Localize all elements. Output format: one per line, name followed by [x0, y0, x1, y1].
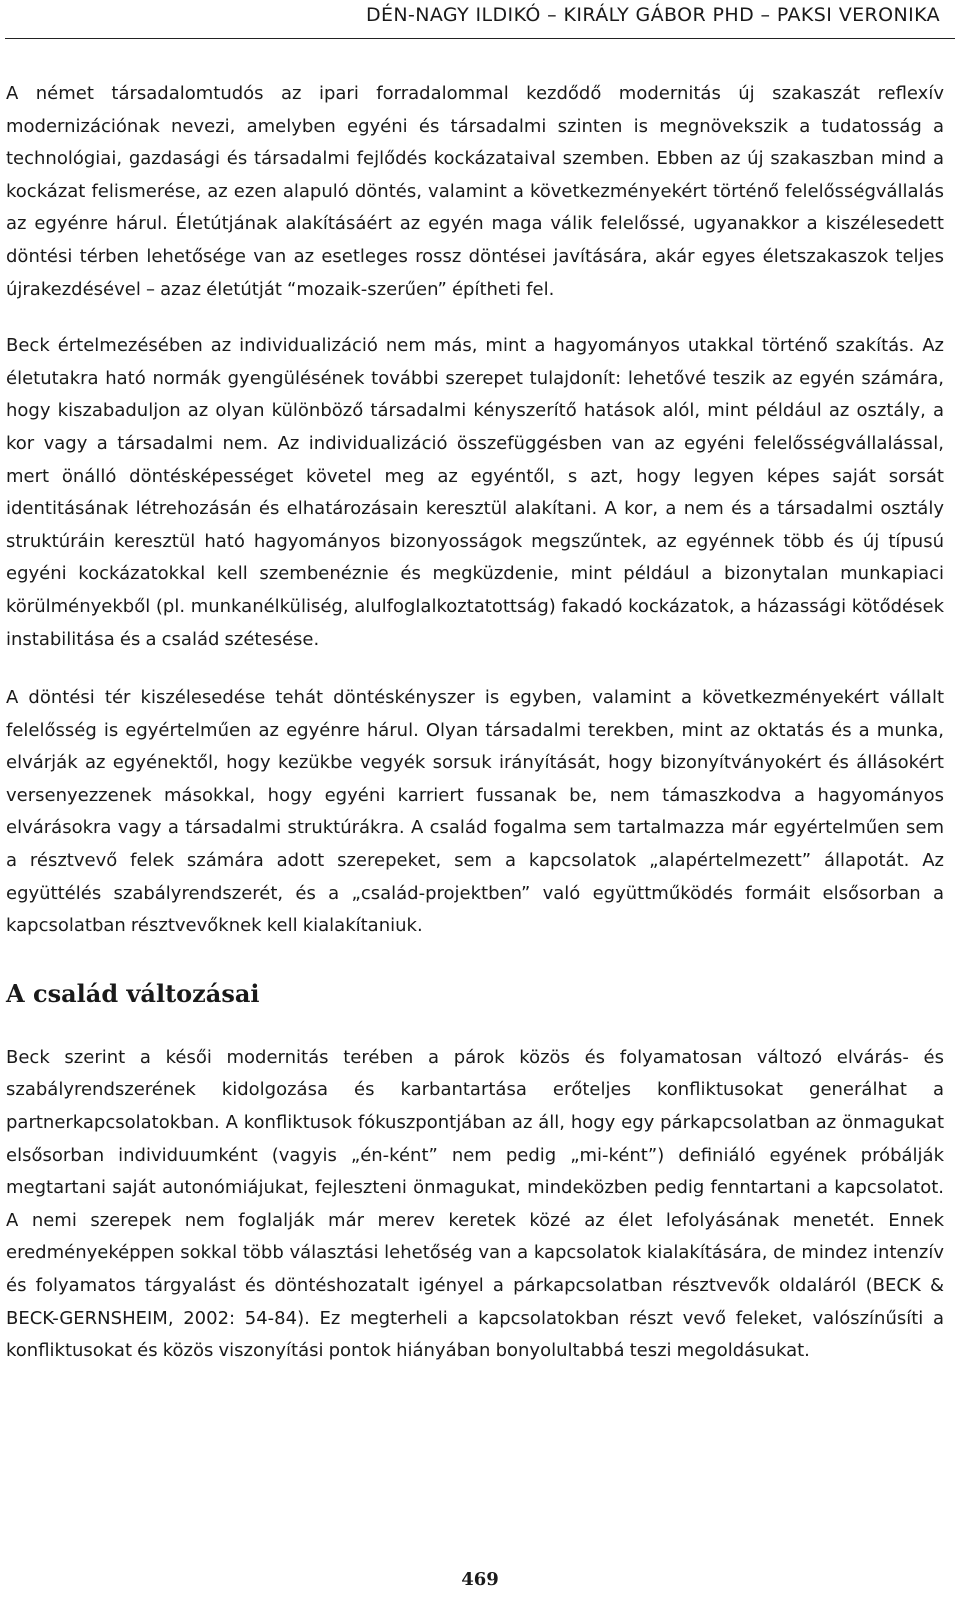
running-head: DÉN-NAGY ILDIKÓ – KIRÁLY GÁBOR PHD – PAKSI VERONIKA	[365, 4, 940, 26]
body-text	[6, 78, 944, 1368]
paragraph-4: Beck szerint a késői modernitás terében a párok közös és folyamatosan változó elvárás- és szabályrendszerének kidolgozása és karbantartása erőteljes konfliktusokat generálhat a partnerkapcsolatokban. A konfliktusok fókuszpontjában az áll, hogy egy párkapcsolatban az önmagukat elsősorban individuumként (vagyis „én-ként” nem pedig „mi-ként”) definiáló egyének próbálják megtartani saját autonómiájukat, fejleszteni önmagukat, mindeközben pedig fenntartani a kapcsolatot. A nemi szerepek nem foglalják már merev keretek közé az élet lefolyásának menetét. Ennek eredményeképpen sokkal több választási lehetőség van a kapcsolatok kialakítására, de mindez intenzív és folyamatos tárgyalást és döntéshozatalt igényel a párkapcsolatban résztvevők oldaláról (BECK & BECK-GERNSHEIM, 2002: 54-84). Ez megterheli a kapcsolatokban részt vevő feleket, valószínűsíti a konfliktusokat és közös viszonyítási pontok hiányában bonyolultabbá teszi megoldásukat.	[6, 1046, 944, 1362]
page-number: 469	[461, 1569, 499, 1590]
section-heading: A család változásai	[6, 978, 260, 1008]
paragraph-3: A döntési tér kiszélesedése tehát döntéskényszer is egyben, valamint a következményekért vállalt felelősség is egyértelműen az egyénre hárul. Olyan társadalmi terekben, mint az oktatás és a munka, elvárják az egyénektől, hogy kezükbe vegyék sorsuk irányítását, hogy bizonyítványokért és állásokért versenyezzenek másokkal, hogy egyéni karriert fussanak be, nem támaszkodva a hagyományos elvárásokra vagy a társadalmi struktúrákra. A család fogalma sem tartalmazza már egyértelműen sem a résztvevő felek számára adott szerepeket, sem a kapcsolatok „alapértelmezett” állapotát. Az együttélés szabályrendszerét, és a „család-projektben” való együttműködés formáit elsősorban a kapcsolatban résztvevőknek kell kialakítaniuk.	[6, 687, 944, 937]
header-rule	[5, 38, 955, 39]
paragraph-1: A német társadalomtudós az ipari forradalommal kezdődő modernitás új szakaszát reflexív modernizációnak nevezi, amelyben egyéni és társadalmi szinten is megnövekszik a tudatosság a technológiai, gazdasági és társadalmi fejlődés kockázataival szemben. Ebben az új szakaszban mind a kockázat felismerése, az ezen alapuló döntés, valamint a következményekért történő felelősségvállalás az egyénre hárul. Életútjának alakításáért az egyén maga válik felelőssé, ugyanakkor a kiszélesedett döntési térben lehetősége van az esetleges rossz döntései javítására, akár egyes életszakaszok teljes újrakezdésével – azaz életútját “mozaik-szerűen” építheti fel.	[6, 83, 944, 300]
paragraph-2: Beck értelmezésében az individualizáció nem más, mint a hagyományos utakkal történő szakítás. Az életutakra ható normák gyengülésének további szerepet tulajdonít: lehetővé teszik az egyén számára, hogy kiszabaduljon az olyan különböző társadalmi kényszerítő hatások alól, mint például az osztály, a kor vagy a társadalmi nem. Az individualizáció összefüggésben van az egyéni felelősségvállalással, mert önálló döntésképességet követel meg az egyéntől, s azt, hogy legyen képes saját sorsát identitásának létrehozásán és elhatározásain keresztül alakítani. A kor, a nem és a társadalmi osztály struktúráin keresztül ható hagyományos bizonyosságok megszűntek, az egyénnek több és új típusú egyéni kockázatokkal kell szembenéznie és megküzdenie, mint például a bizonytalan munkapiaci körülményekből (pl. munkanélküliség, alulfoglalkoztatottság) fakadó kockázatok, a házassági kötődések instabilitása és a család szétesése.	[6, 335, 944, 650]
